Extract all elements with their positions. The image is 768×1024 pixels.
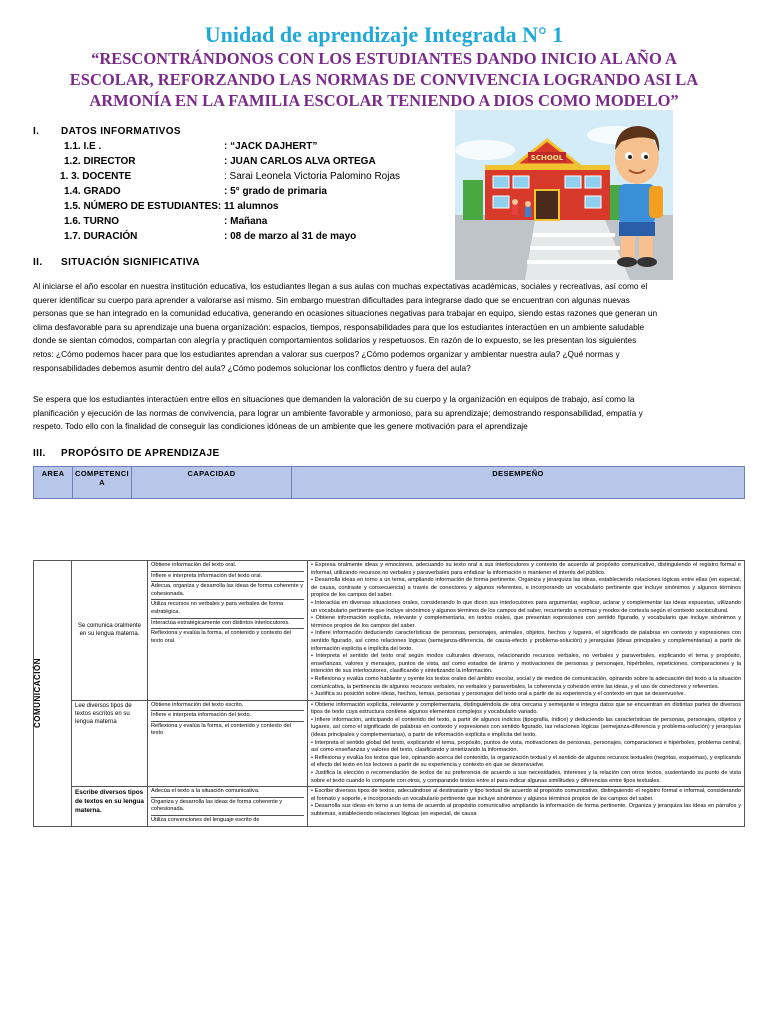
dato-label: 1.1. I.E . <box>64 141 102 152</box>
dato-value: : 08 de marzo al 31 de mayo <box>224 231 357 242</box>
text-line: responsabilidades debemos asumir dentro del aula? ¿Cómo podemos solucionar los conflictos dentro y fuera del aula? <box>33 362 471 373</box>
capacidad-cell <box>148 700 308 787</box>
dato-value: : 5° grado de primaria <box>224 186 327 197</box>
capacidad-item: Interactúa estratégicamente con distintos interlocutores. <box>151 619 304 630</box>
capacidad-item: Utiliza recursos no verbales y para verbales de forma estratégica. <box>151 600 304 618</box>
dato-value: : Mañana <box>224 216 268 227</box>
column-header-competencia: COMPETENCI A <box>73 467 132 499</box>
dato-value: : JUAN CARLOS ALVA ORTEGA <box>224 156 376 167</box>
text-line: clima desfavorable para su aprendizaje una buena organización: espacios, tiempos, responsabilidades para que los estudiantes interactúen en un ambiente saludable <box>33 321 645 332</box>
desempeno-item: • Reflexiona y evalúa como hablante y oyente los textos orales del ámbito escolar, social y de medios de comunicación, opinando sobre la adecuación del texto a la situación comunicativa, la pertinencia de algunos recursos verbales, no verbales y paraverbales, la coherencia y cohesión entre las ideas, y el uso de conectores y referentes. <box>311 675 741 690</box>
dato-label: 1.6. TURNO <box>64 216 120 227</box>
table-row <box>34 787 745 826</box>
desempeno-item: • Desarrolla ideas en torno a un tema, ampliando información de forma pertinente. Organiza y jerarquiza las ideas, estableciendo relaciones lógicas entre ellas (en especial, de causa, contraste y consecuencia) a través de conectores y algunos referentes, e incorporando un vocabulario pertinente que incluye sinónimos y algunos términos propios de los campos del saber. <box>311 577 741 599</box>
section-title: DATOS INFORMATIVOS <box>61 126 181 137</box>
capacidad-item: Obtiene información del texto oral. <box>151 561 304 572</box>
desempeno-item: • Obtiene información explícita, relevante y complementaria, distinguiéndola de otra cercana y semejante e integra datos que se encuentran en distintas partes de diversos tipos de texto cuya estructura contiene algunos elementos complejos y vocabulario variado. <box>311 701 741 716</box>
subtitle-line: ARMONÍA EN LA FAMILIA ESCOLAR TENIENDO A DIOS COMO MODELO” <box>89 91 679 110</box>
document-title: Unidad de aprendizaje Integrada N° 1 <box>204 22 564 47</box>
competencia-cell: Lee diversos tipos de textos escritos en su lengua materna <box>72 700 148 787</box>
dato-label: 1.5. NÚMERO DE ESTUDIANTES: 11 alumnos <box>64 201 279 212</box>
desempeno-item: • Justifica la elección o recomendación de textos de su preferencia de acuerdo a sus necesidades, intereses y la relación con otros textos, sustentando su punto de vista sobre el texto cuando lo comparte con otros, y comparando textos entre sí para indicar algunas similitudes y diferencias entre tipos textuales. <box>311 770 741 784</box>
desempeno-item: • Expresa oralmente ideas y emociones, adecuando su texto oral a sus interlocutores y contexto de acuerdo al propósito comunicativo, distinguiendo el registro formal e informal, utilizando recursos no verbales y paraverbales para enfatizar la información o mantener el interés del público. <box>311 562 741 576</box>
text-line: Se espera que los estudiantes interactúen entre ellos en situaciones que demanden la valoración de su cuerpo y la organización en equipos de trabajo, así como la <box>33 394 635 404</box>
desempeno-item: • Interactúa en diversas situaciones orales, considerando lo que dicen sus interlocutores para argumentar, explicar, aclarar y complementar las ideas expuestas, utilizando un vocabulario pertinente que incluye sinónimos y algunos términos de los campos del saber, recurriendo a normas y modos de cortesía según el contexto sociocultural. <box>311 599 741 614</box>
area-cell <box>34 561 72 827</box>
subtitle-line: ESCOLAR, REFORZANDO LAS NORMAS DE CONVIVENCIA LOGRANDO ASI LA <box>69 70 699 89</box>
situacion-paragraph-1 <box>33 280 745 375</box>
proposito-header-table <box>33 466 745 499</box>
text-line: respeto. Todo ello con la finalidad de conseguir las condiciones idóneas de un ambiente que les genere motivación para el aprendizaje <box>33 421 528 432</box>
school-illustration <box>455 110 673 280</box>
dato-label: 1.2. DIRECTOR <box>64 156 136 167</box>
text-line: querer identificar su cuerpo para aprender a valorarse así mismo. Sin embargo muestran dificultades para integrarse dado que se encuentran con algunas nuevas <box>33 294 630 305</box>
situacion-paragraph-2 <box>33 393 745 434</box>
column-header-desempeno: DESEMPEÑO <box>292 467 745 499</box>
dato-value: : Sarai Leonela Victoria Palomino Rojas <box>224 171 401 182</box>
capacidad-cell <box>148 787 308 826</box>
desempeno-cell <box>308 787 745 826</box>
text-line: retos: ¿Cómo podemos hacer para que los estudiantes aprendan a valorar sus cuerpos? ¿Cómo podemos organizar y ambientar nuestra aula? ¿Qué normas y <box>33 348 620 359</box>
capacidad-item: Organiza y desarrolla las ideas de forma coherente y cohesionada. <box>151 798 304 816</box>
desempeno-cell <box>308 561 745 701</box>
section-heading-datos <box>33 126 181 137</box>
text-line: donde se sientan cómodos, compartan con alegría y practiquen comportamientos solidarios y respetuosos. En razón de lo expuesto, se les presentan los siguientes <box>33 335 637 346</box>
desempeno-item: • Interpreta el sentido del texto oral según modos culturales diversos, relacionando recursos verbales, no verbales y paraverbales, explicando el tema y propósito, enseñanzas, valores y mensajes, puntos de vista, así como estados de ánimo y motivaciones de personas y personajes, hipérboles, repeticiones, comparaciones y la intención de sus interlocutores, clasificando y sintetizando la información. <box>311 653 741 675</box>
capacidad-item: Reflexiona y evalúa la forma, el contenido y contexto del texto <box>151 722 291 737</box>
desempeno-cell <box>308 700 745 787</box>
column-header-capacidad: CAPACIDAD <box>132 467 292 499</box>
dato-value: : “JACK DAJHERT” <box>224 141 318 152</box>
area-label: COMUNICACIÓN <box>33 658 42 729</box>
desempeno-item: • Justifica su posición sobre ideas, hechos, temas, personas y personajes del texto oral a partir de su experiencia y el contexto en que se desenvuelve. <box>311 691 686 698</box>
table-row <box>34 700 745 787</box>
capacidad-item: Reflexiona y evalúa la forma, el contenido y contexto del texto oral. <box>151 630 291 644</box>
desempeno-item: • Interpreta el sentido global del texto, explicando el tema, propósito, puntos de vista, motivaciones de personas, personajes, comparaciones e hipérboles, problema central, así como enseñanzas y valores del texto, clasificando y sintetizando la información. <box>311 739 741 754</box>
dato-label: 1. 3. DOCENTE <box>60 171 132 182</box>
section-heading-proposito <box>33 448 220 459</box>
capacidad-item: Infiere e interpreta información del texto oral. <box>151 572 304 583</box>
dato-label: 1.7. DURACIÓN <box>64 231 138 242</box>
desempeno-item: • Infiere información, anticipando el contenido del texto, a partir de algunos indicios (tipografía, índice) y deduciendo las características de personas, personajes, objetos y lugares, así como el significado de palabras en contexto y expresiones con sentido figurado, las relaciones lógicas (semejanza-diferencia y problema-solución) y jerarquías (ideas principales y complementarias), a partir de información explícita e implícita del texto. <box>311 716 741 739</box>
desempeno-item: • Reflexiona y evalúa los textos que lee, opinando acerca del contenido, la organización textual y el sentido de algunos recursos textuales (negritas, esquemas), y explicando el efecto del texto en los lectores a partir de su experiencia y contexto en que se desenvuelve. <box>311 754 741 769</box>
competencia-cell: Se comunica oralmente en su lengua materna. <box>72 561 148 701</box>
competencia-cell: Escribe diversos tipos de textos en su lengua materna. <box>72 787 148 826</box>
competencias-table <box>33 560 745 827</box>
section-number: II. <box>33 257 43 268</box>
desempeno-item: • Obtiene información explícita, relevante y complementaria, en textos orales, que presentan expresiones con sentido figurado, y vocabulario que incluye sinónimos y términos propios de los campos del saber. <box>311 615 741 629</box>
capacidad-item: Adecúa el texto a la situación comunicativa. <box>151 787 304 798</box>
section-number: III. <box>33 448 46 459</box>
school-sign-text: SCHOOL <box>530 154 564 162</box>
dato-label: 1.4. GRADO <box>64 186 121 197</box>
section-title: PROPÓSITO DE APRENDIZAJE <box>61 448 220 459</box>
text-line: personas que se han integrado en la comunidad educativa, generando en ocasiones situaciones negativas para trabajar en equipo, siendo estas razones que generan un <box>33 308 658 319</box>
capacidad-item: Adecua, organiza y desarrolla las ideas de forma coherente y cohesionada. <box>151 582 304 600</box>
section-title: SITUACIÓN SIGNIFICATIVA <box>61 257 200 268</box>
capacidad-item: Utiliza convenciones del lenguaje escrito de <box>151 817 260 823</box>
text-line: planificación y ejecución de las normas de convivencia, para lograr un ambiente favorable y armonioso, para su aprendizaje; demostrando responsabilidad, empatía y <box>33 407 643 418</box>
table-row <box>34 561 745 701</box>
column-header-area: AREA <box>34 467 73 499</box>
desempeno-item: • Desarrolla sus ideas en torno a un tema de acuerdo al propósito comunicativo ampliando la información de forma pertinente. Organiza y jerarquiza las ideas en párrafos y subtemas, estableciendo relaciones lógicas (en especial, de causa <box>311 803 741 817</box>
section-heading-situacion <box>33 257 200 268</box>
capacidad-cell <box>148 561 308 701</box>
section-number: I. <box>33 126 40 137</box>
capacidad-item: Obtiene información del texto escrito. <box>151 701 304 712</box>
capacidad-item: Infiere e interpreta información del texto. <box>151 711 304 722</box>
desempeno-item: • Infiere información deduciendo características de personas, personajes, animales, objetos, hechos y lugares, el significado de palabras en contexto y expresiones con sentido figurado, así como relaciones lógicas (semejanza-diferencia, de causa-efecto y problema-solución) y jerarquías (ideas principales y complementarias) a partir de información explícita e implícita del texto. <box>311 630 741 652</box>
subtitle-line: “RESCONTRÁNDONOS CON LOS ESTUDIANTES DANDO INICIO AL AÑO A <box>91 49 677 68</box>
document-subtitle <box>0 48 768 111</box>
desempeno-item: • Escribe diversos tipos de textos, adecuándose al destinatario y tipo textual de acuerdo al propósito comunicativo, distinguiendo el registro formal e informal, considerando el formato y soporte, e incorporando un vocabulario pertinente que incluye sinónimos y algunos términos propios de los campos del saber. <box>311 788 741 802</box>
text-line: Al iniciarse el año escolar en nuestra institución educativa, los estudiantes llegan a sus aulas con muchas expectativas académicas, sociales y recreativas, así como el <box>33 281 648 291</box>
